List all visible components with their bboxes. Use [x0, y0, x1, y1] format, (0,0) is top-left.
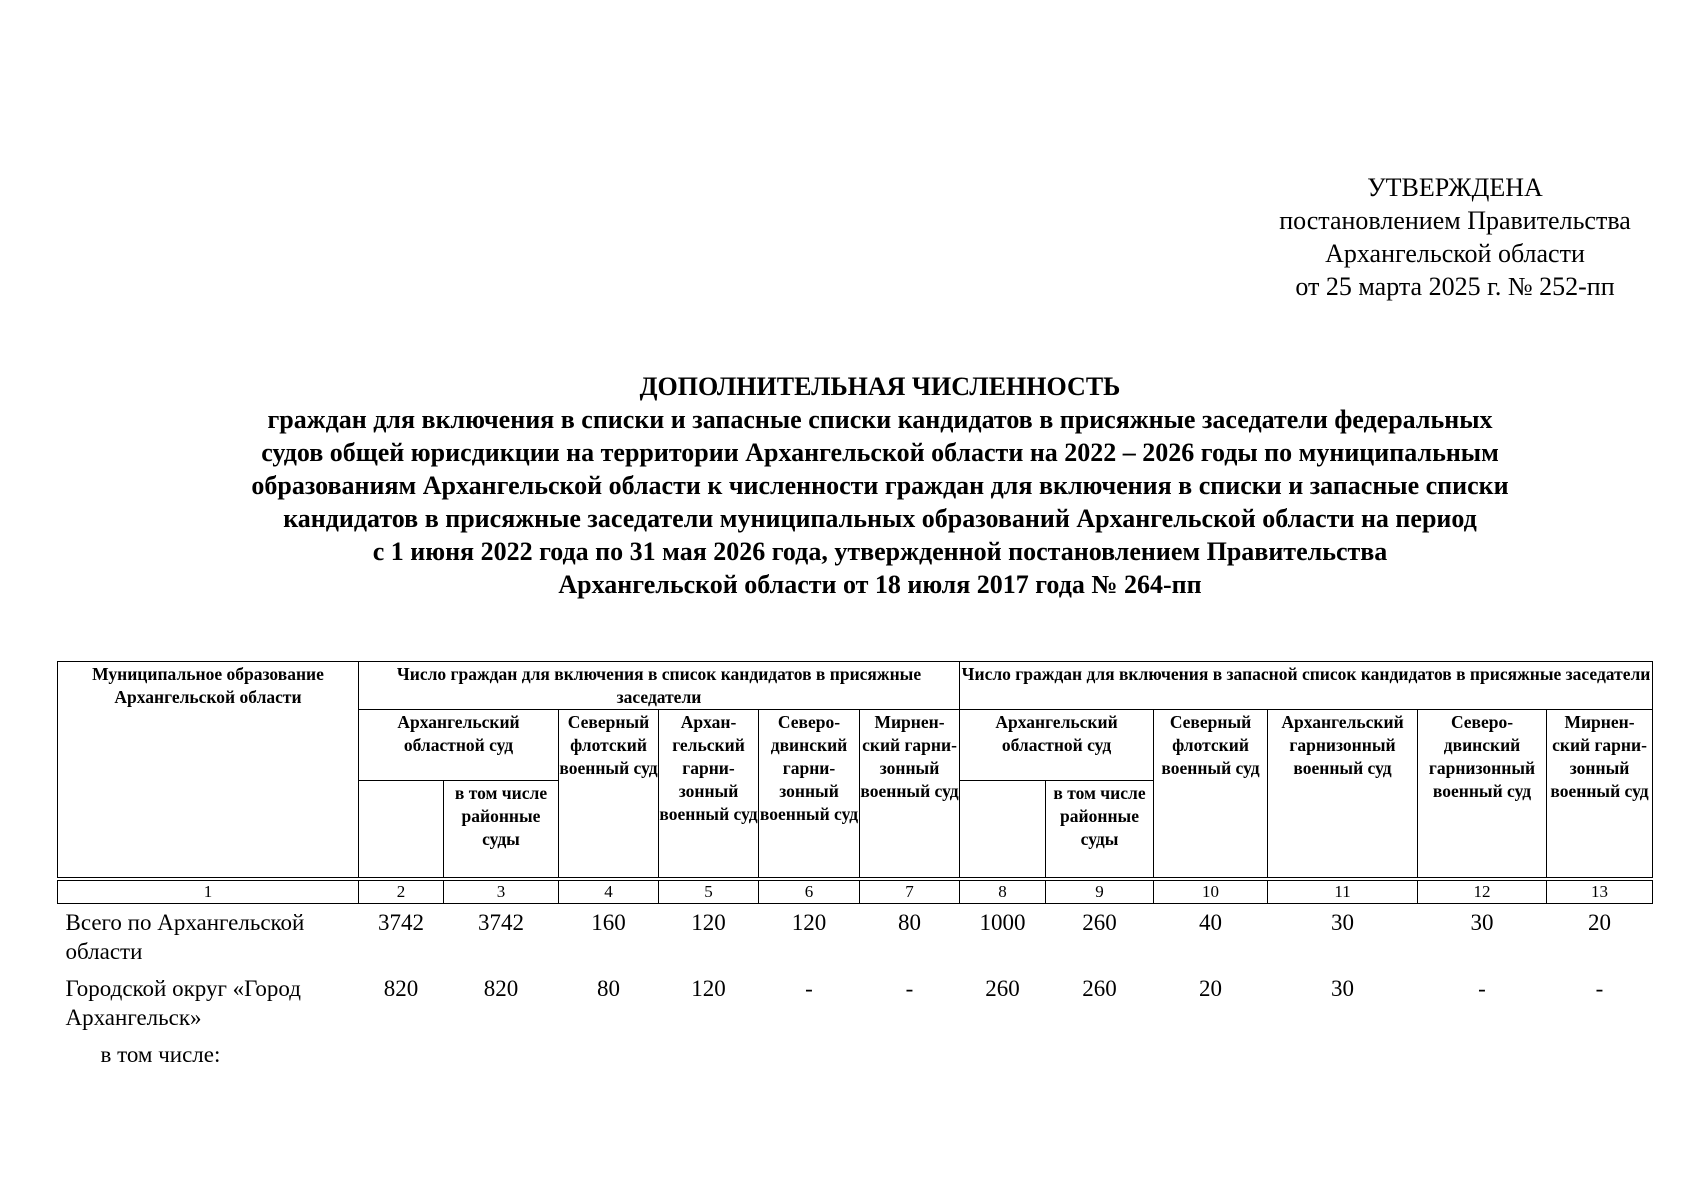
table-subheading-row	[58, 1036, 1653, 1080]
column-number: 7	[860, 879, 960, 904]
title-line-6: Архангельской области от 18 июля 2017 года № 264-пп	[558, 570, 1202, 599]
row-value: 80	[597, 976, 620, 1001]
row-value: 1000	[979, 910, 1026, 935]
header-reserve-severodvinsk-garrison-court: Северо-двинский гарнизонный военный суд	[1418, 710, 1547, 880]
row-value: -	[905, 976, 914, 1001]
column-number: 10	[1154, 879, 1268, 904]
column-number: 11	[1268, 879, 1418, 904]
jurors-table	[57, 661, 1653, 1080]
header-list-regional-court: Архангельский областной суд	[359, 710, 559, 781]
row-value: 260	[1082, 976, 1117, 1001]
approval-line-3: Архангельской области	[1325, 239, 1585, 268]
row-value: 820	[383, 976, 419, 1001]
title-heading: ДОПОЛНИТЕЛЬНАЯ ЧИСЛЕННОСТЬ	[639, 372, 1121, 401]
title-line-4: кандидатов в присяжные заседатели муниципальных образований Архангельской области на период	[283, 504, 1477, 533]
header-list-mirny-garrison-court: Мирнен-ский гарни-зонный военный суд	[860, 710, 960, 880]
column-number: 1	[58, 879, 359, 904]
column-number: 13	[1547, 879, 1653, 904]
row-value: -	[1478, 976, 1486, 1001]
column-number: 9	[1046, 879, 1154, 904]
row-value: -	[1595, 976, 1604, 1001]
header-list-regional-incl: в том числе районные суды	[444, 781, 559, 880]
header-group-list: Число граждан для включения в список кандидатов в присяжные заседатели	[359, 662, 960, 710]
document-title	[150, 370, 1610, 601]
approval-line-1: УТВЕРЖДЕНА	[1367, 173, 1543, 202]
row-value: 80	[898, 910, 921, 935]
column-number: 4	[559, 879, 659, 904]
column-number: 2	[359, 879, 444, 904]
column-number: 8	[960, 879, 1046, 904]
column-number: 12	[1418, 879, 1547, 904]
column-number: 3	[444, 879, 559, 904]
title-line-3: образованиям Архангельской области к численности граждан для включения в списки и запасные списки	[251, 471, 1509, 500]
row-value: 40	[1199, 910, 1223, 935]
header-list-regional-total	[359, 781, 444, 880]
row-value: 20	[1199, 976, 1223, 1001]
column-number: 6	[759, 879, 860, 904]
header-list-severodvinsk-garrison-court: Северо-двинский гарни-зонный военный суд	[759, 710, 860, 880]
title-line-5: с 1 июня 2022 года по 31 мая 2026 года, утвержденной постановлением Правительства	[372, 537, 1388, 566]
header-reserve-regional-incl: в том числе районные суды	[1046, 781, 1154, 880]
header-list-arkhangelsk-garrison-court: Архан-гельский гарни-зонный военный суд	[659, 710, 759, 880]
row-value: 30	[1331, 976, 1355, 1001]
row-value: 260	[1082, 910, 1117, 935]
header-reserve-northern-fleet-court: Северный флотский военный суд	[1154, 710, 1268, 880]
approval-line-2: постановлением Правительства	[1279, 206, 1631, 235]
subheading-including: в том числе:	[100, 1042, 221, 1067]
row-name: Городской округ «Город Архангельск»	[65, 976, 301, 1030]
row-value: 160	[591, 910, 626, 935]
table-row	[58, 970, 1653, 1036]
header-reserve-arkhangelsk-garrison-court: Архангельский гарнизонный военный суд	[1268, 710, 1418, 880]
row-value: -	[805, 976, 813, 1001]
header-list-northern-fleet-court: Северный флотский военный суд	[559, 710, 659, 880]
row-value: 3742	[378, 910, 424, 935]
row-value: 820	[483, 976, 519, 1001]
approval-stamp	[1235, 171, 1675, 303]
row-value: 260	[985, 976, 1020, 1001]
row-value: 3742	[478, 910, 524, 935]
header-reserve-regional-total	[960, 781, 1046, 880]
title-line-1: граждан для включения в списки и запасные списки кандидатов в присяжные заседатели федеральных	[267, 405, 1493, 434]
row-value: 120	[691, 910, 726, 935]
row-value: 30	[1470, 910, 1494, 935]
row-value: 120	[691, 976, 726, 1001]
header-reserve-regional-court: Архангельский областной суд	[960, 710, 1154, 781]
column-number: 5	[659, 879, 759, 904]
row-value: 120	[791, 910, 827, 935]
table-row	[58, 904, 1653, 971]
row-value: 30	[1331, 910, 1355, 935]
row-name: Всего по Архангельской области	[65, 910, 305, 964]
header-municipality: Муниципальное образование Архангельской области	[58, 662, 359, 880]
column-numbers-row	[58, 879, 1653, 904]
title-line-2: судов общей юрисдикции на территории Архангельской области на 2022 – 2026 годы по муниципальным	[261, 438, 1499, 467]
header-reserve-mirny-garrison-court: Мирнен-ский гарни-зонный военный суд	[1547, 710, 1653, 880]
approval-line-4: от 25 марта 2025 г. № 252-пп	[1295, 272, 1615, 301]
row-value: 20	[1588, 910, 1612, 935]
header-group-reserve: Число граждан для включения в запасной список кандидатов в присяжные заседатели	[960, 662, 1653, 710]
